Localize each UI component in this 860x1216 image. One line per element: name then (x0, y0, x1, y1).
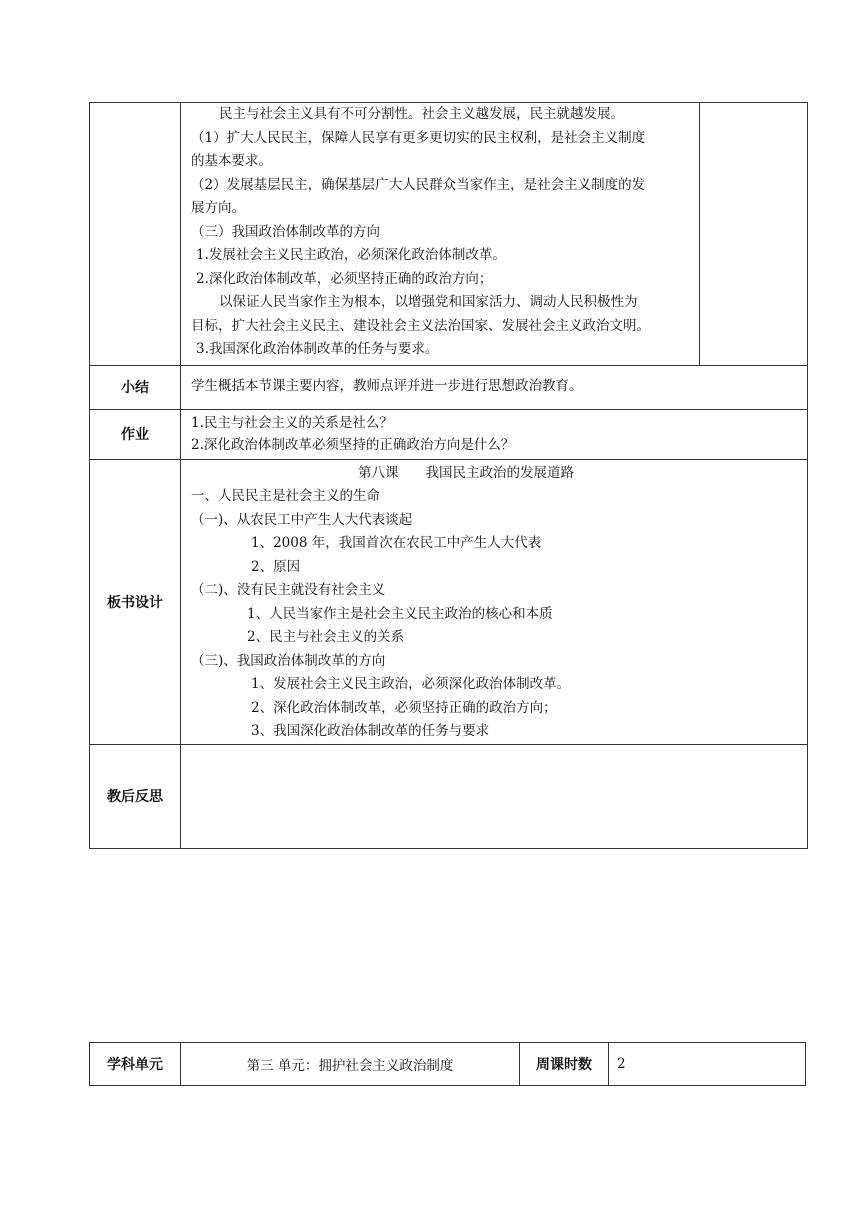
content-line: 3.我国深化政治体制改革的任务与要求。 (196, 341, 439, 357)
board-label: 板书设计 (90, 459, 181, 744)
subject-value: 第三 单元：拥护社会主义政治制度 (181, 1043, 520, 1086)
content-label-cell (90, 103, 181, 366)
board-line: 一、人民民主是社会主义的生命 (191, 488, 380, 504)
content-line: 1.发展社会主义民主政治，必须深化政治体制改革。 (196, 247, 506, 263)
board-line: 1、人民当家作主是社会主义民主政治的核心和本质 (247, 605, 553, 622)
homework-label: 作业 (90, 409, 181, 459)
board-line: 1、发展社会主义民主政治，必须深化政治体制改革。 (251, 676, 571, 692)
content-line: 2.深化政治体制改革，必须坚持正确的政治方向； (196, 270, 493, 287)
content-line: （1）扩大人民民主，保障人民享有更多更切实的民主权利，是社会主义制度 (191, 129, 646, 146)
board-row (90, 459, 808, 744)
content-line: 以保证人民当家作主为根本，以增强党和国家活力、调动人民积极性为 (219, 294, 638, 310)
lesson-plan-table (89, 102, 808, 849)
board-cell (181, 459, 808, 744)
homework-row (90, 409, 808, 459)
reflection-cell (181, 744, 808, 848)
content-cell (181, 103, 700, 366)
board-line: 3、我国深化政治体制改革的任务与要求 (251, 723, 490, 739)
subject-label: 学科单元 (90, 1043, 181, 1086)
footer-table (89, 1042, 806, 1086)
summary-label: 小结 (90, 365, 181, 409)
reflection-label: 教后反思 (90, 744, 181, 848)
homework-item: 1.民主与社会主义的关系是社么？ (191, 414, 393, 431)
hours-value: 2 (609, 1043, 806, 1086)
homework-cell (181, 409, 808, 459)
board-line: 2、深化政治体制改革，必须坚持正确的政治方向； (251, 699, 557, 716)
content-row (90, 103, 808, 366)
board-line: （二)、没有民主就没有社会主义 (191, 582, 386, 598)
summary-text: 学生概括本节课主要内容，教师点评并进一步进行思想政治教育。 (191, 377, 583, 394)
footer-row (90, 1043, 806, 1086)
content-line: 目标，扩大社会主义民主、建设社会主义法治国家、发展社会主义政治文明。 (191, 317, 650, 334)
content-notes-cell (700, 103, 808, 366)
board-title: 第八课 我国民主政治的发展道路 (358, 464, 574, 481)
content-line: 民主与社会主义具有不可分割性。社会主义越发展，民主就越发展。 (219, 106, 624, 122)
hours-label: 周课时数 (520, 1043, 609, 1086)
board-line: 2、原因 (251, 558, 301, 575)
content-line: （2）发展基层民主，确保基层广大人民群众当家作主，是社会主义制度的发 (191, 176, 646, 193)
board-line: 1、2008 年，我国首次在农民工中产生人大代表 (251, 535, 542, 551)
content-line: 的基本要求。 (191, 153, 272, 169)
summary-row (90, 365, 808, 409)
summary-cell (181, 365, 808, 409)
homework-item: 2.深化政治体制改革必须坚持的正确政治方向是什么？ (191, 436, 515, 453)
content-line: （三）我国政治体制改革的方向 (191, 223, 380, 240)
board-line: （三)、我国政治体制改革的方向 (191, 652, 386, 669)
board-line: （一)、从农民工中产生人大代表谈起 (191, 511, 413, 528)
content-line: 展方向。 (191, 200, 245, 216)
board-line: 2、民主与社会主义的关系 (247, 629, 405, 645)
reflection-row (90, 744, 808, 848)
